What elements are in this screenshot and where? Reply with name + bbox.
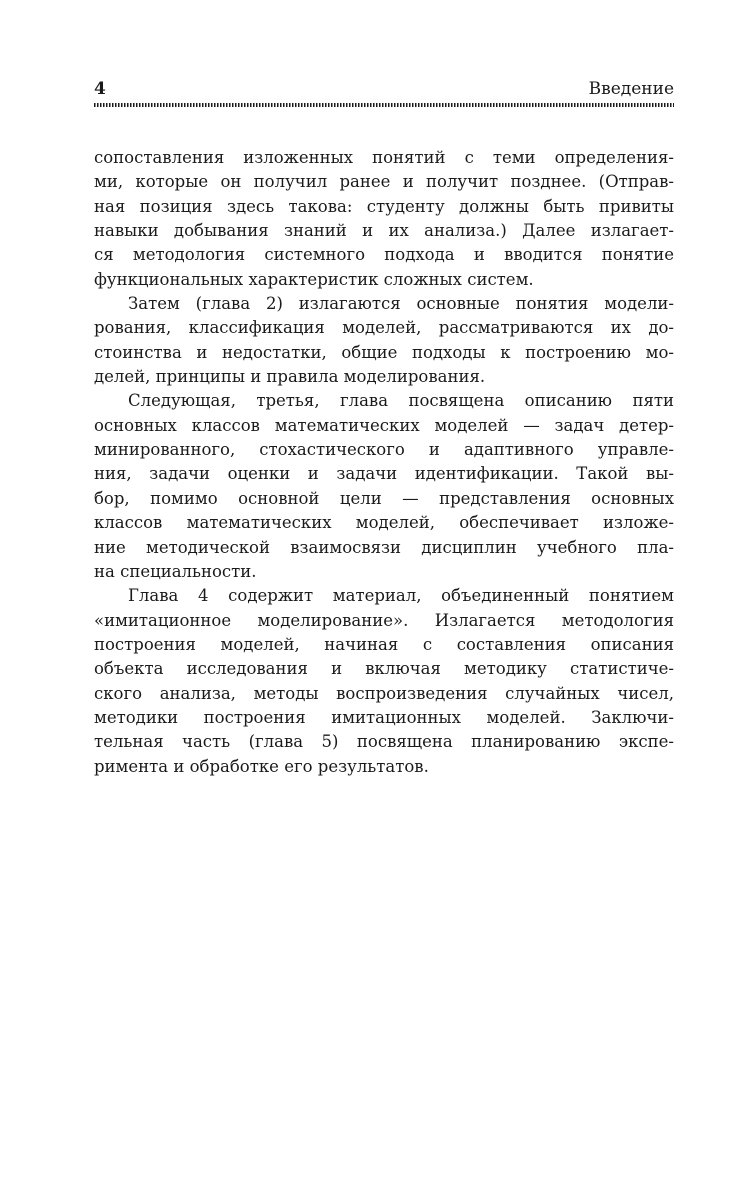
text-line: ся методология системного подхода и вводится понятие — [94, 245, 674, 265]
body-text — [94, 146, 674, 779]
text-line: стоинства и недостатки, общие подходы к построению мо- — [94, 342, 674, 362]
header-dotted-rule — [94, 103, 674, 107]
paragraph-first-line: Следующая, третья, глава посвящена описанию пяти — [128, 391, 674, 411]
text-line: функциональных характеристик сложных систем. — [94, 269, 534, 289]
text-line: тельная часть (глава 5) посвящена планированию экспе- — [94, 732, 674, 752]
text-line: ми, которые он получил ранее и получит позднее. (Отправ- — [94, 172, 674, 192]
text-line: римента и обработке его результатов. — [94, 756, 429, 776]
text-line: основных классов математических моделей — задач детер- — [94, 415, 674, 435]
text-line: бор, помимо основной цели — представления основных — [94, 488, 674, 508]
paragraph-first-line: Затем (глава 2) излагаются основные понятия модели- — [128, 294, 674, 314]
text-line: на специальности. — [94, 561, 257, 581]
text-line: сопоставления изложенных понятий с теми определения- — [94, 148, 674, 167]
page-number: 4 — [94, 79, 106, 99]
text-line: навыки добывания знаний и их анализа.) Далее излагает- — [94, 221, 674, 241]
text-line: ского анализа, методы воспроизведения случайных чисел, — [94, 683, 674, 703]
text-line: классов математических моделей, обеспечивает изложе- — [94, 513, 674, 533]
text-line: объекта исследования и включая методику статистиче- — [94, 659, 674, 679]
text-line: делей, принципы и правила моделирования. — [94, 367, 486, 387]
paragraph-first-line: Глава 4 содержит материал, объединенный понятием — [128, 586, 674, 606]
text-line: ная позиция здесь такова: студенту должны быть привиты — [94, 196, 674, 216]
text-line: ния, задачи оценки и задачи идентификации. Такой вы- — [94, 464, 674, 484]
text-line: рования, классификация моделей, рассматриваются их до- — [94, 318, 674, 338]
text-line: «имитационное моделирование». Излагается методология — [94, 610, 674, 630]
running-head — [94, 78, 674, 102]
text-line: построения моделей, начиная с составления описания — [94, 634, 674, 654]
text-line: минированного, стохастического и адаптивного управле- — [94, 440, 674, 460]
section-title: Введение — [588, 79, 674, 99]
text-line: методики построения имитационных моделей. Заключи- — [94, 707, 674, 727]
text-line: ние методической взаимосвязи дисциплин учебного пла- — [94, 537, 674, 557]
